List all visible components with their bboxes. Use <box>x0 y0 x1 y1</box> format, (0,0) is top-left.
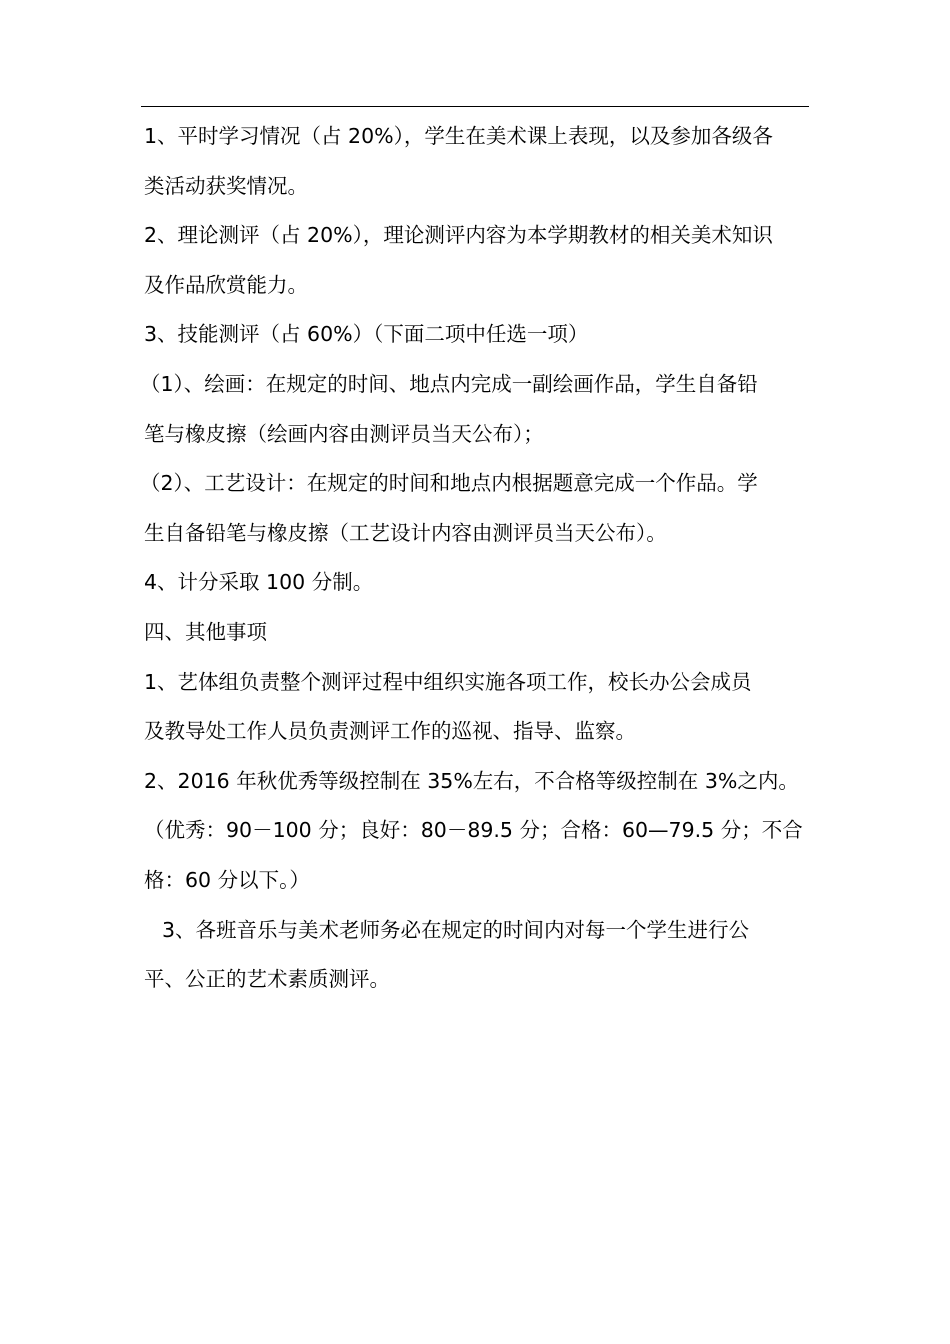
document-body <box>140 112 814 1005</box>
paragraph-line: （2）、工艺设计：在规定的时间和地点内根据题意完成一个作品。学 <box>140 471 758 496</box>
paragraph-line: 及教导处工作人员负责测评工作的巡视、指导、监察。 <box>144 719 636 744</box>
paragraph-line: 2、理论测评（占 20%），理论测评内容为本学期教材的相关美术知识 <box>144 223 773 248</box>
paragraph-line: 生自备铅笔与橡皮擦（工艺设计内容由测评员当天公布）。 <box>144 520 667 545</box>
paragraph-line: 笔与橡皮擦（绘画内容由测评员当天公布）； <box>144 421 544 446</box>
paragraph-line: 及作品欣赏能力。 <box>144 272 308 297</box>
paragraph-line: 1、艺体组负责整个测评过程中组织实施各项工作，校长办公会成员 <box>144 669 752 694</box>
paragraph-line: 3、技能测评（占 60%）（下面二项中任选一项） <box>144 322 589 347</box>
paragraph-line: （1）、绘画：在规定的时间、地点内完成一副绘画作品，学生自备铅 <box>140 371 758 396</box>
section-heading: 四、其他事项 <box>144 619 267 644</box>
paragraph-line: 3、各班音乐与美术老师务必在规定的时间内对每一个学生进行公 <box>162 917 750 942</box>
paragraph-line: 平、公正的艺术素质测评。 <box>144 967 390 992</box>
paragraph-line: 类活动获奖情况。 <box>144 173 308 198</box>
paragraph-line: 格：60 分以下。） <box>144 867 310 892</box>
paragraph-line: 2、2016 年秋优秀等级控制在 35%左右，不合格等级控制在 3%之内。 <box>144 768 799 793</box>
paragraph-line: 1、平时学习情况（占 20%），学生在美术课上表现，以及参加各级各 <box>144 124 773 148</box>
paragraph-line: （优秀：90－100 分；良好：80－89.5 分；合格：60—79.5 分；不合 <box>144 818 803 843</box>
header-rule <box>141 106 809 107</box>
paragraph-line: 4、计分采取 100 分制。 <box>144 570 374 595</box>
